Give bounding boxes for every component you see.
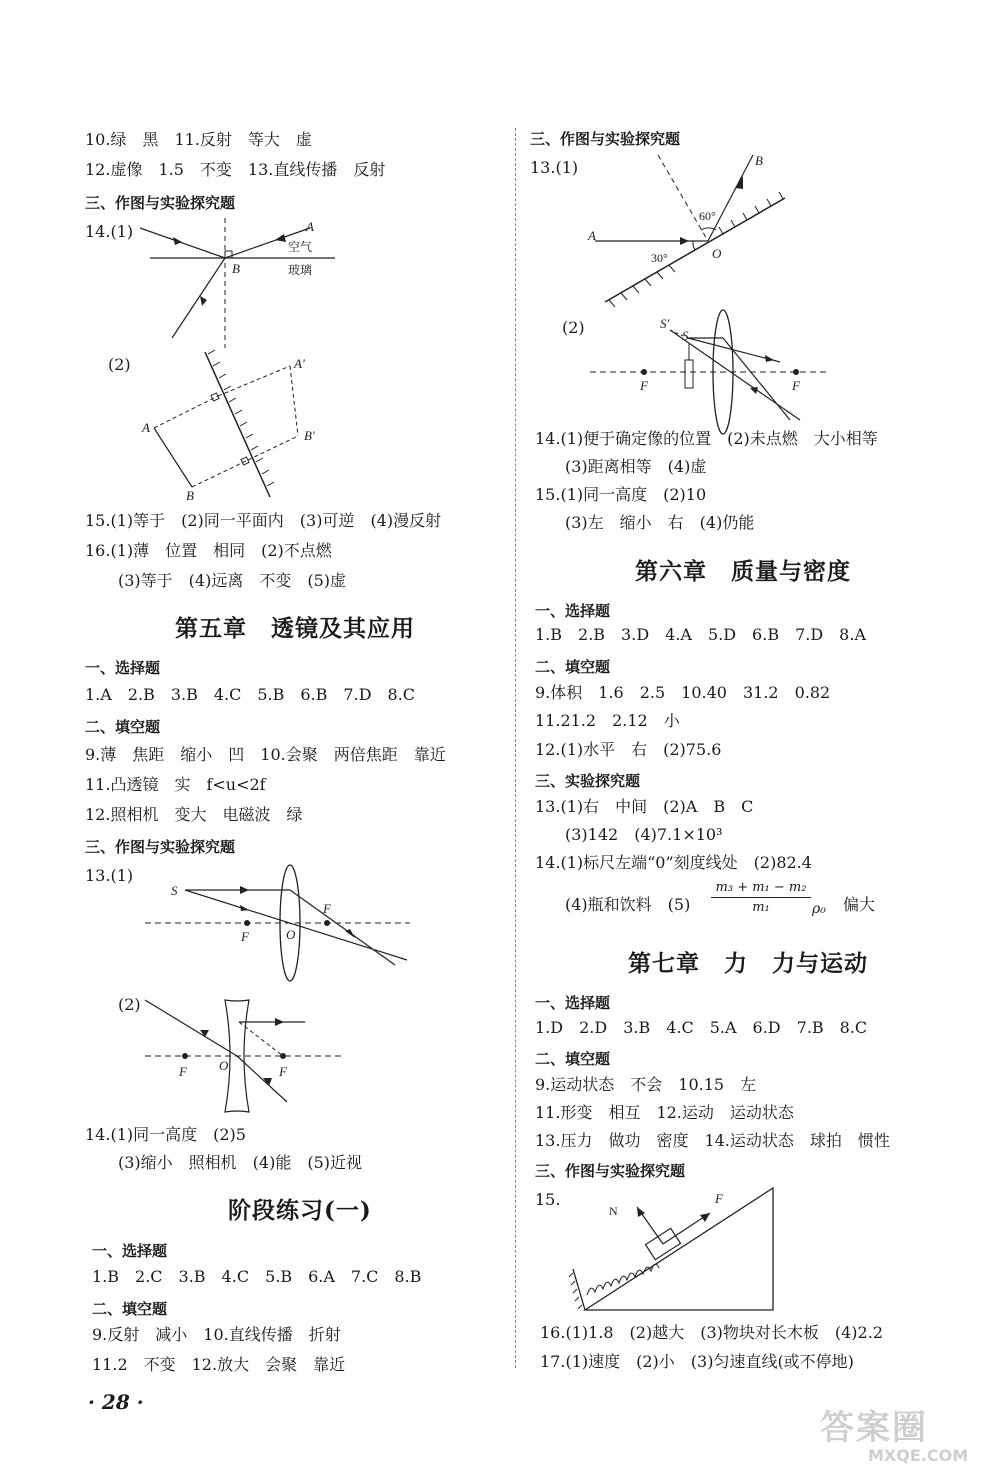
column-divider: [515, 128, 516, 1368]
label-S: S: [171, 883, 178, 898]
label-A: A: [142, 420, 150, 435]
convex-lens-diagram: [145, 865, 410, 985]
formula-numerator: m₃ + m₁ − m₂: [711, 880, 811, 898]
label-F: F: [323, 901, 331, 916]
chapter-title: 第五章 透镜及其应用: [175, 615, 415, 642]
label-glass: 玻璃: [288, 263, 313, 277]
label-A: A: [306, 219, 314, 234]
answer-line: 14.(1)便于确定像的位置 (2)未点燃 大小相等: [535, 429, 878, 448]
answer-line: 9.反射 减小 10.直线传播 折射: [92, 1325, 341, 1344]
section-heading: 三、作图与实验探究题: [85, 838, 236, 856]
incline-spring-diagram: [565, 1185, 780, 1315]
answer-line: 12.(1)水平 右 (2)75.6: [535, 740, 722, 759]
label-B: B: [755, 153, 763, 168]
answer-line: 1.D 2.D 3.B 4.C 5.A 6.D 7.B 8.C: [535, 1018, 868, 1037]
answer-line: 11.形变 相互 12.运动 运动状态: [535, 1103, 794, 1122]
section-heading: 二、填空题: [92, 1300, 168, 1318]
section-heading: 三、作图与实验探究题: [535, 1162, 686, 1180]
mirror-reflection-diagram: [585, 150, 790, 310]
formula-denominator: m₁: [752, 900, 770, 915]
lens-candle-diagram: [590, 312, 830, 432]
chapter-title: 阶段练习(一): [228, 1197, 372, 1224]
density-formula: [711, 880, 811, 915]
answer-line: 9.运动状态 不会 10.15 左: [535, 1075, 757, 1094]
label-B-prime: B′: [304, 428, 315, 443]
answer-line: 1.B 2.B 3.D 4.A 5.D 6.B 7.D 8.A: [535, 625, 866, 644]
answer-line: 12.照相机 变大 电磁波 绿: [85, 805, 303, 824]
answer-line: 16.(1)薄 位置 相同 (2)不点燃: [85, 541, 332, 560]
answer-line: 15.(1)同一高度 (2)10: [535, 485, 707, 504]
label-air: 空气: [288, 240, 313, 254]
label-O: O: [286, 927, 296, 942]
label-F: F: [792, 378, 800, 393]
answer-line: 17.(1)速度 (2)小 (3)匀速直线(或不停地): [540, 1352, 854, 1371]
concave-lens-diagram: [145, 992, 345, 1112]
section-heading: 二、填空题: [535, 658, 611, 676]
question-label: 15.: [535, 1190, 561, 1209]
question-label: 14.(1): [85, 222, 134, 241]
question-label: (2): [108, 355, 131, 374]
answer-line: (3)142 (4)7.1×10³: [565, 825, 723, 844]
label-O: O: [219, 1058, 229, 1073]
label-angle-60: 60°: [699, 209, 716, 223]
section-heading: 三、实验探究题: [535, 772, 641, 790]
answer-line: 9.体积 1.6 2.5 10.40 31.2 0.82: [535, 683, 831, 702]
label-N: N: [609, 1204, 618, 1218]
section-heading: 一、选择题: [85, 659, 161, 677]
watermark-logo: 答案圈: [820, 1408, 928, 1448]
answer-line: 11.2 不变 12.放大 会聚 靠近: [92, 1355, 346, 1374]
section-heading: 一、选择题: [535, 602, 611, 620]
answer-line: (4)瓶和饮料 (5): [565, 895, 691, 914]
label-A-prime: A′: [294, 356, 305, 371]
label-F: F: [640, 378, 648, 393]
question-label: (2): [118, 995, 141, 1014]
label-B: B: [232, 261, 240, 276]
label-F: F: [241, 929, 249, 944]
label-S-prime: S′: [660, 316, 670, 331]
watermark-url: MXQE.COM: [868, 1446, 969, 1465]
section-heading: 三、作图与实验探究题: [530, 130, 681, 148]
answer-line: 12.虚像 1.5 不变 13.直线传播 反射: [85, 160, 386, 179]
page-number: · 28 ·: [88, 1390, 144, 1414]
section-heading: 一、选择题: [92, 1242, 168, 1260]
label-B: B: [186, 488, 194, 503]
answer-line: 13.压力 做功 密度 14.运动状态 球拍 惯性: [535, 1131, 890, 1150]
rho-symbol: ρ₀: [812, 901, 826, 917]
answer-line: 11.凸透镜 实 f<u<2f: [85, 775, 266, 794]
label-O: O: [712, 246, 722, 261]
answer-line: 11.21.2 2.12 小: [535, 711, 680, 730]
answer-line: (3)左 缩小 右 (4)仍能: [565, 513, 755, 532]
label-S: S: [682, 328, 689, 343]
answer-line: 1.B 2.C 3.B 4.C 5.B 6.A 7.C 8.B: [92, 1267, 422, 1286]
label-A: A: [588, 228, 596, 243]
answer-line: 1.A 2.B 3.B 4.C 5.B 6.B 7.D 8.C: [85, 685, 416, 704]
answer-line: 14.(1)标尺左端“0”刻度线处 (2)82.4: [535, 853, 812, 872]
label-F: F: [179, 1064, 187, 1079]
question-label: (2): [562, 318, 585, 337]
plane-mirror-diagram: [140, 350, 330, 505]
label-F: F: [279, 1064, 287, 1079]
question-label: 13.(1): [530, 158, 579, 177]
section-heading: 三、作图与实验探究题: [85, 194, 236, 212]
label-angle-30: 30°: [651, 251, 668, 265]
answer-line: 14.(1)同一高度 (2)5: [85, 1125, 246, 1144]
refraction-diagram: [140, 218, 340, 348]
answer-line: 15.(1)等于 (2)同一平面内 (3)可逆 (4)漫反射: [85, 511, 442, 530]
chapter-title: 第七章 力 力与运动: [628, 950, 868, 977]
answer-line: 偏大: [843, 895, 876, 914]
answer-line: (3)等于 (4)远离 不变 (5)虚: [118, 571, 346, 590]
section-heading: 二、填空题: [535, 1050, 611, 1068]
question-label: 13.(1): [85, 866, 134, 885]
answer-line: 16.(1)1.8 (2)越大 (3)物块对长木板 (4)2.2: [540, 1323, 883, 1342]
label-F: F: [715, 1191, 723, 1206]
answer-line: (3)距离相等 (4)虚: [565, 457, 707, 476]
chapter-title: 第六章 质量与密度: [635, 558, 851, 585]
answer-line: 10.绿 黑 11.反射 等大 虚: [85, 130, 312, 149]
section-heading: 二、填空题: [85, 718, 161, 736]
answer-line: (3)缩小 照相机 (4)能 (5)近视: [118, 1153, 362, 1172]
section-heading: 一、选择题: [535, 994, 611, 1012]
answer-line: 9.薄 焦距 缩小 凹 10.会聚 两倍焦距 靠近: [85, 745, 446, 764]
answer-line: 13.(1)右 中间 (2)A B C: [535, 797, 754, 816]
